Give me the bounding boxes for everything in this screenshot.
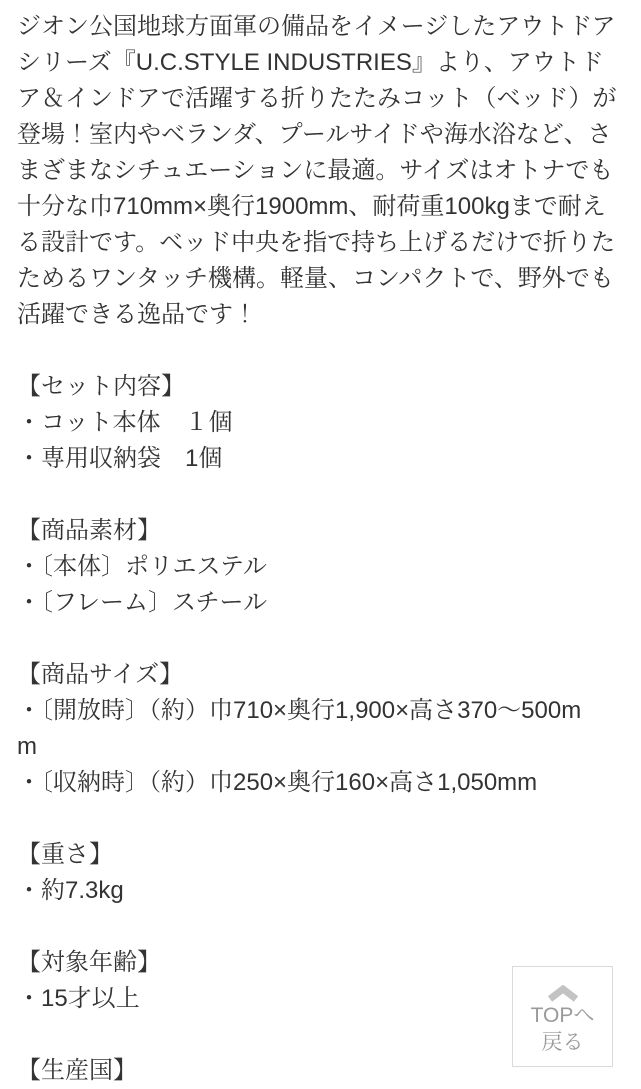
section-materials	[17, 513, 633, 621]
back-to-top-label-line2: 戻る	[541, 1031, 584, 1054]
section-item: ・約7.3kg	[17, 877, 124, 904]
description-line: 活躍できる逸品です！	[17, 301, 257, 328]
product-description-paragraph	[17, 9, 633, 333]
section-product-size	[17, 657, 633, 801]
section-weight	[17, 837, 633, 909]
section-item: ・〔本体〕ポリエステル	[17, 553, 267, 580]
section-item: ・コット本体 １個	[17, 409, 233, 436]
description-line: る設計です。ベッド中央を指で持ち上げるだけで折りた	[17, 229, 616, 256]
description-line: ジオン公国地球方面軍の備品をイメージしたアウトドア	[17, 13, 616, 40]
section-item: ・〔フレーム〕スチール	[17, 589, 268, 616]
section-item: ・〔開放時〕（約）巾710×奥行1,900×高さ370～500m	[17, 697, 582, 724]
section-item: ・15才以上	[17, 985, 140, 1012]
section-item: ・〔収納時〕（約）巾250×奥行160×高さ1,050mm	[17, 769, 538, 796]
section-set-contents	[17, 369, 633, 477]
section-heading: 【セット内容】	[17, 373, 185, 400]
description-line: まざまなシチュエーションに最適。サイズはオトナでも	[17, 157, 614, 184]
description-line: 十分な巾710mm×奥行1900mm、耐荷重100kgまで耐え	[17, 193, 606, 220]
section-heading: 【生産国】	[17, 1057, 137, 1084]
section-item: ・専用収納袋 1個	[17, 445, 223, 472]
section-heading: 【対象年齢】	[17, 949, 161, 976]
chevron-up-icon	[546, 978, 580, 996]
section-item: m	[17, 733, 37, 760]
description-line: ア＆インドアで活躍する折りたたみコット（ベッド）が	[17, 85, 617, 112]
description-line: 登場！室内やベランダ、プールサイドや海水浴など、さ	[17, 121, 612, 148]
description-line: シリーズ『U.C.STYLE INDUSTRIES』より、アウトド	[17, 49, 604, 76]
section-heading: 【商品サイズ】	[17, 661, 184, 688]
back-to-top-button[interactable]	[512, 966, 613, 1067]
section-heading: 【商品素材】	[17, 517, 161, 544]
back-to-top-label-line1: TOPへ	[530, 1004, 595, 1027]
section-heading: 【重さ】	[17, 841, 113, 868]
description-line: ためるワンタッチ機構。軽量、コンパクトで、野外でも	[17, 265, 614, 292]
